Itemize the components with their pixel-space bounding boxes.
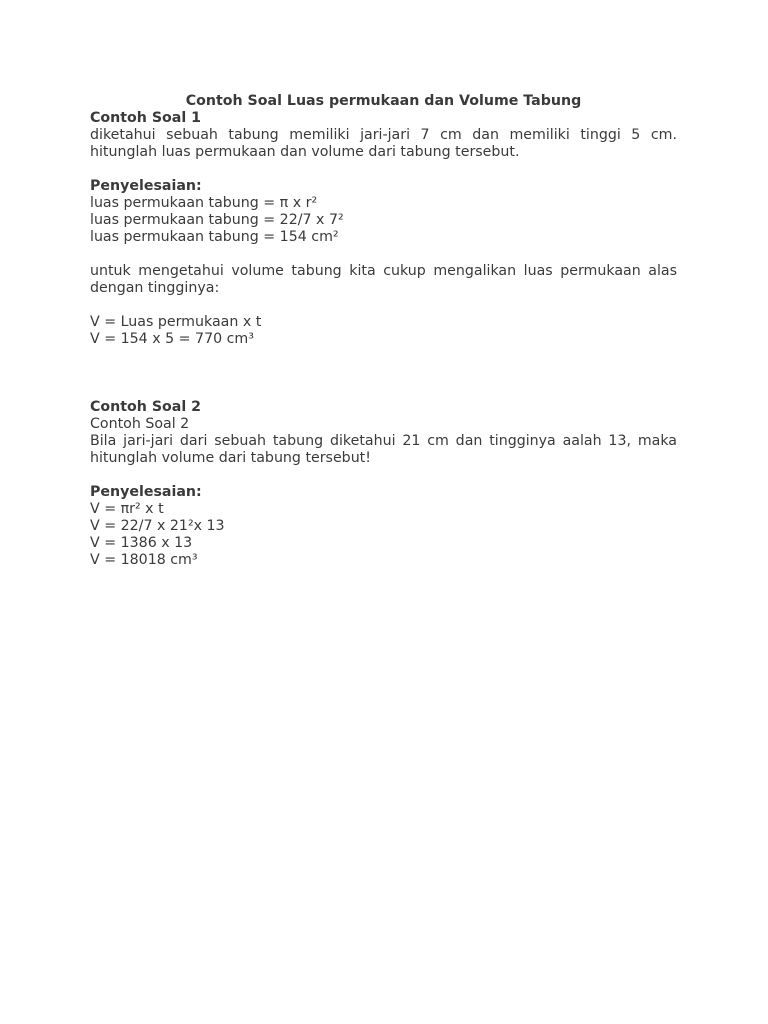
example-2-subheading: Contoh Soal 2 — [90, 416, 190, 432]
document-title: Contoh Soal Luas permukaan dan Volume Tabung — [185, 93, 582, 109]
example-2-heading: Contoh Soal 2 — [90, 399, 202, 415]
example-2-solution-heading: Penyelesaian: — [90, 484, 202, 500]
example-1-explanation: untuk mengetahui volume tabung kita cukup mengalikan luas permukaan alas dengan tingginya: — [90, 263, 677, 296]
example-1-solution-heading: Penyelesaian: — [90, 178, 202, 194]
spacer — [90, 161, 677, 178]
example-2-step: V = 1386 x 13 — [90, 535, 193, 551]
example-2-question: Bila jari-jari dari sebuah tabung diketahui 21 cm dan tingginya aalah 13, maka hitunglah volume dari tabung tersebut! — [90, 433, 677, 466]
example-1-volume-step: V = Luas permukaan x t — [90, 314, 262, 330]
example-1-volume-step: V = 154 x 5 = 770 cm³ — [90, 331, 254, 347]
example-2-step: V = 22/7 x 21²x 13 — [90, 518, 225, 534]
example-1-heading: Contoh Soal 1 — [90, 110, 202, 126]
example-1-step: luas permukaan tabung = 22/7 x 7² — [90, 212, 344, 228]
example-2 — [90, 399, 677, 569]
example-2-step: V = 18018 cm³ — [90, 552, 198, 568]
document-page — [90, 93, 677, 569]
spacer — [90, 297, 677, 314]
example-1-step: luas permukaan tabung = 154 cm² — [90, 229, 339, 245]
example-2-step: V = πr² x t — [90, 501, 164, 517]
example-1 — [90, 110, 677, 348]
spacer — [90, 467, 677, 484]
spacer — [90, 246, 677, 263]
spacer — [90, 348, 677, 399]
example-1-step: luas permukaan tabung = π x r² — [90, 195, 318, 211]
example-1-question: diketahui sebuah tabung memiliki jari-jari 7 cm dan memiliki tinggi 5 cm. hitunglah luas permukaan dan volume dari tabung tersebut. — [90, 127, 677, 160]
